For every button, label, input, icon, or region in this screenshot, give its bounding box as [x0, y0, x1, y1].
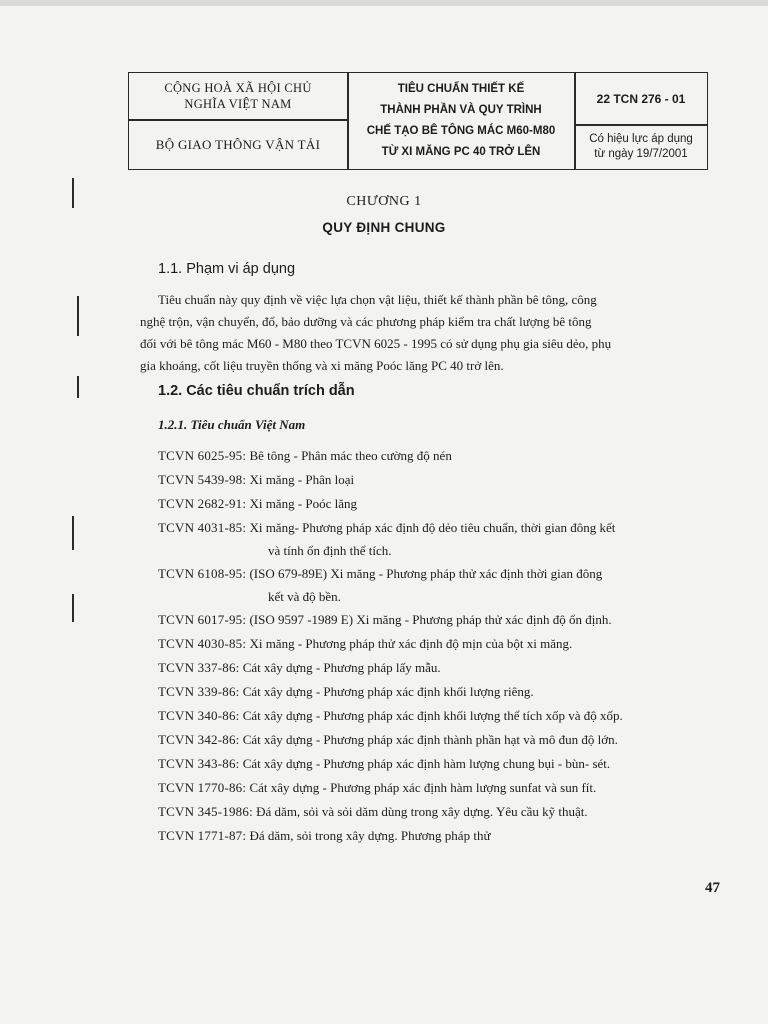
reference-code: TCVN 6025-95:	[158, 448, 247, 463]
reference-code: TCVN 6108-95:	[158, 566, 247, 581]
chapter-label: CHƯƠNG 1	[346, 194, 422, 209]
header-table	[128, 72, 708, 170]
reference-code: TCVN 337-86:	[158, 660, 240, 675]
reference-code: TCVN 6017-95:	[158, 612, 247, 627]
reference-text: Cát xây dựng - Phương pháp lấy mẫu.	[242, 660, 441, 675]
margin-mark	[77, 376, 79, 398]
reference-text: Xi măng - Poóc lăng	[249, 496, 358, 511]
country-name-line: NGHĨA VIỆT NAM	[184, 97, 292, 111]
reference-item	[158, 492, 718, 516]
page-top-edge	[0, 0, 768, 6]
standard-title-cell	[348, 73, 574, 169]
reference-text: Xi măng- Phương pháp xác định độ dẻo tiêu chuẩn, thời gian đông kết	[249, 520, 616, 535]
reference-code: TCVN 2682-91:	[158, 496, 247, 511]
reference-text: Đá dăm, sỏi trong xây dựng. Phương pháp thử	[249, 828, 491, 843]
reference-code: TCVN 339-86:	[158, 684, 240, 699]
paragraph-line: đối với bê tông mác M60 - M80 theo TCVN 6025 - 1995 có sử dụng phụ gia siêu dẻo, phụ	[140, 336, 612, 351]
reference-text: Bê tông - Phân mác theo cường độ nén	[249, 448, 452, 463]
reference-text: Cát xây dựng - Phương pháp xác định thành phần hạt và mô đun độ lớn.	[242, 732, 618, 747]
scope-paragraph	[140, 289, 715, 377]
reference-text-continued: và tính ổn định thể tích.	[268, 543, 392, 558]
reference-item	[158, 444, 718, 468]
reference-code: TCVN 4030-85:	[158, 636, 247, 651]
reference-item	[158, 800, 718, 824]
page-number: 47	[705, 880, 720, 896]
standard-code: 22 TCN 276 - 01	[596, 91, 686, 106]
reference-text-continued: kết và độ bền.	[268, 589, 341, 604]
reference-item	[158, 752, 718, 776]
standard-title-line: THÀNH PHẦN VÀ QUY TRÌNH	[380, 104, 542, 116]
reference-code: TCVN 343-86:	[158, 756, 240, 771]
reference-item	[158, 728, 718, 752]
reference-item	[158, 680, 718, 704]
reference-text: Cát xây dựng - Phương pháp xác định khối lượng thể tích xốp và độ xốp.	[242, 708, 623, 723]
reference-text: Cát xây dựng - Phương pháp xác định hàm lượng sunfat và sun fít.	[249, 780, 597, 795]
reference-text: Cát xây dựng - Phương pháp xác định khối lượng riêng.	[242, 684, 534, 699]
chapter-title: QUY ĐỊNH CHUNG	[322, 220, 446, 235]
reference-text: Cát xây dựng - Phương pháp xác định hàm lượng chung bụi - bùn- sét.	[242, 756, 611, 771]
reference-code: TCVN 342-86:	[158, 732, 240, 747]
reference-item	[158, 704, 718, 728]
reference-item	[158, 516, 718, 562]
reference-item	[158, 824, 718, 848]
section-heading-references: 1.2. Các tiêu chuẩn trích dẫn	[158, 383, 355, 399]
paragraph-line: gia khoáng, cốt liệu truyền thống và xi măng Poóc lăng PC 40 trở lên.	[140, 358, 504, 373]
reference-code: TCVN 5439-98:	[158, 472, 247, 487]
reference-item	[158, 776, 718, 800]
standard-title-line: TIÊU CHUẨN THIẾT KẾ	[397, 83, 525, 95]
margin-mark	[72, 594, 74, 622]
section-heading-scope: 1.1. Phạm vi áp dụng	[158, 261, 296, 277]
subsection-heading-vietnam-standards: 1.2.1. Tiêu chuẩn Việt Nam	[158, 417, 306, 432]
reference-text: (ISO 679-89E) Xi măng - Phương pháp thử xác định thời gian đông	[249, 566, 603, 581]
reference-text: Đá dăm, sỏi và sỏi dăm dùng trong xây dựng. Yêu cầu kỹ thuật.	[256, 804, 588, 819]
reference-code: TCVN 340-86:	[158, 708, 240, 723]
ministry-name: BỘ GIAO THÔNG VẬN TẢI	[155, 137, 321, 152]
effective-date-line: từ ngày 19/7/2001	[594, 148, 688, 160]
reference-text: (ISO 9597 -1989 E) Xi măng - Phương pháp thử xác định độ ổn định.	[249, 612, 612, 627]
effective-date-cell	[575, 125, 707, 169]
reference-code: TCVN 345-1986:	[158, 804, 253, 819]
standard-title-line: CHẾ TẠO BÊ TÔNG MÁC M60-M80	[366, 125, 556, 137]
reference-item	[158, 656, 718, 680]
effective-date-line: Có hiệu lực áp dụng	[589, 133, 693, 145]
reference-item	[158, 632, 718, 656]
reference-item	[158, 562, 718, 608]
reference-item	[158, 608, 718, 632]
reference-code: TCVN 1770-86:	[158, 780, 247, 795]
paragraph-line: Tiêu chuẩn này quy định về việc lựa chọn vật liệu, thiết kế thành phần bê tông, công	[158, 292, 597, 307]
paragraph-line: nghệ trộn, vận chuyển, đổ, bảo dưỡng và các phương pháp kiểm tra chất lượng bê tông	[140, 314, 592, 329]
reference-item	[158, 468, 718, 492]
country-name-line: CỘNG HOÀ XÃ HỘI CHỦ	[164, 81, 312, 95]
margin-mark	[72, 516, 74, 550]
reference-code: TCVN 1771-87:	[158, 828, 247, 843]
margin-mark	[77, 296, 79, 336]
reference-text: Xi măng - Phân loại	[249, 472, 355, 487]
reference-code: TCVN 4031-85:	[158, 520, 247, 535]
standard-title-line: TỪ XI MĂNG PC 40 TRỞ LÊN	[381, 146, 541, 158]
country-name-cell	[129, 73, 347, 119]
reference-list	[158, 444, 718, 848]
reference-text: Xi măng - Phương pháp thử xác định độ mịn của bột xi măng.	[249, 636, 573, 651]
